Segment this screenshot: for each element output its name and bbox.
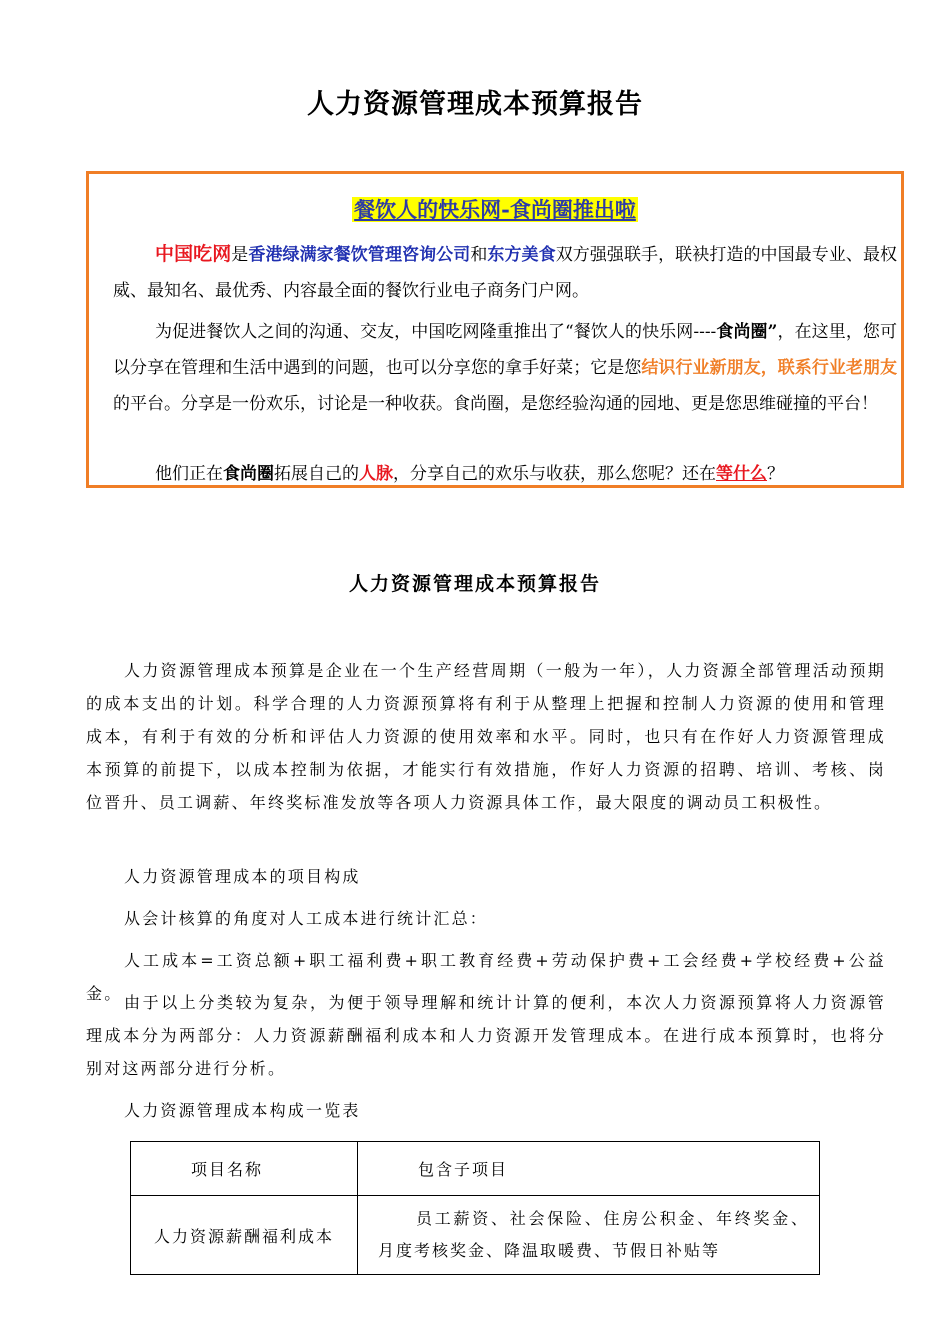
report-paragraph-composition: 人力资源管理成本的项目构成 — [124, 867, 361, 886]
promo-paragraph-3 — [113, 456, 897, 492]
partner-name: 东方美食 — [487, 245, 556, 265]
company-name: 香港绿满家餐饮管理咨询公司 — [248, 245, 471, 265]
table-header-cell: 包含子项目 — [358, 1142, 820, 1196]
promo-text: ，在这里，您可以分享在管理和生活中遇到的问题，也可以分享您的拿手好菜；它是您 — [113, 322, 897, 378]
promo-heading-link[interactable]: 餐饮人的快乐网-食尚圈推出啦 — [354, 197, 636, 222]
promo-paragraph-2 — [113, 314, 897, 422]
brand-name: 中国吃网 — [155, 243, 232, 265]
promo-text: 和 — [470, 245, 488, 265]
table-row — [131, 1196, 820, 1275]
promo-text: 的平台。分享是一份欢乐，讨论是一种收获。食尚圈，是您经验沟通的园地、更是您思维碰撞的平台！ — [113, 394, 878, 414]
report-paragraph-formula: 人工成本=工资总额+职工福利费+职工教育经费+劳动保护费+工会经费+学校经费+公益金。 — [86, 951, 886, 1003]
circle-name: 食尚圈” — [716, 322, 778, 342]
promo-text: 为促进餐饮人之间的沟通、交友，中国吃网隆重推出了“餐饮人的快乐网---- — [155, 322, 717, 342]
table-header-row — [131, 1142, 820, 1196]
promo-text: 是 — [231, 245, 249, 265]
report-paragraph-intro: 人力资源管理成本预算是企业在一个生产经营周期（一般为一年），人力资源全部管理活动预期的成本支出的计划。科学合理的人力资源预算将有利于从整理上把握和控制人力资源的使用和管理成本，有利于有效的分析和评估人力资源的使用效率和水平。同时，也只有在作好人力资源管理成本预算的前提下，以成本控制为依据，才能实行有效措施，作好人力资源的招聘、培训、考核、岗位晋升、员工调薪、年终奖标准发放等各项人力资源具体工作，最大限度的调动员工积极性。 — [86, 661, 886, 812]
circle-name: 食尚圈 — [223, 464, 274, 484]
promo-text: ？ — [767, 464, 784, 484]
promo-text: 拓展自己的 — [274, 464, 359, 484]
contacts-highlight: 人脉 — [359, 464, 393, 484]
report-subtitle: 人力资源管理成本预算报告 — [348, 573, 601, 595]
table-cell: 员工薪资、社会保险、住房公积金、年终奖金、月度考核奖金、降温取暖费、节假日补贴等 — [358, 1196, 820, 1275]
promo-paragraph-1 — [113, 236, 897, 309]
cost-table — [130, 1141, 820, 1275]
report-paragraph-accounting: 从会计核算的角度对人工成本进行统计汇总： — [124, 909, 489, 928]
document-title: 人力资源管理成本预算报告 — [307, 89, 643, 120]
promo-text: 双方强强联手，联袂打造的中国最专业、最权威、最知名、最优秀、内容最全面的餐饮行业电子商务门户网。 — [113, 245, 898, 301]
table-caption: 人力资源管理成本构成一览表 — [124, 1101, 361, 1120]
table-cell: 人力资源薪酬福利成本 — [131, 1196, 358, 1275]
what-are-you-waiting-link[interactable]: 等什么 — [716, 464, 767, 484]
promo-heading — [89, 194, 901, 224]
promo-text: ，分享自己的欢乐与收获，那么您呢？还在 — [393, 464, 716, 484]
table-header-cell: 项目名称 — [131, 1142, 358, 1196]
promo-box — [86, 171, 904, 488]
report-paragraph-division: 由于以上分类较为复杂，为便于领导理解和统计计算的便利，本次人力资源预算将人力资源管理成本分为两部分：人力资源薪酬福利成本和人力资源开发管理成本。在进行成本预算时，也将分别对这两部分进行分析。 — [86, 993, 886, 1078]
promo-highlight: 结识行业新朋友，联系行业老朋友 — [641, 358, 898, 378]
promo-text: 他们正在 — [155, 464, 223, 484]
